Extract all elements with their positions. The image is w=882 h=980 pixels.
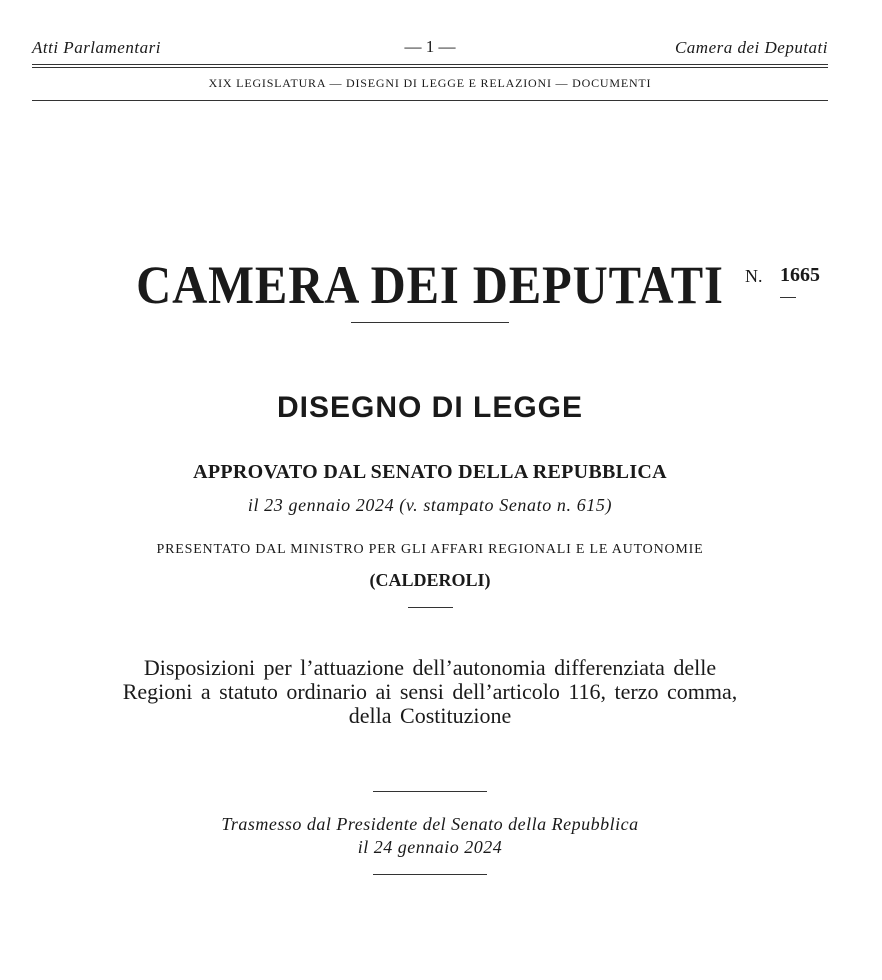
chamber-title: CAMERA DEI DEPUTATI	[136, 255, 724, 315]
divider-upper	[373, 791, 487, 792]
number-label: N.	[745, 266, 763, 286]
header-rule-bottom	[32, 67, 828, 68]
bill-subject-line: Disposizioni per l’attuazione dell’autonomia differenziata delle	[143, 655, 717, 680]
header-right-title: Camera dei Deputati	[674, 38, 828, 57]
chamber-title-underline	[351, 322, 509, 323]
bill-type: DISEGNO DI LEGGE	[276, 391, 584, 424]
bill-subject-line: Regioni a statuto ordinario ai sensi dell’articolo 116, terzo comma,	[122, 679, 738, 704]
minister-name: (CALDEROLI)	[369, 570, 491, 590]
approved-by: APPROVATO DAL SENATO DELLA REPUBBLICA	[193, 461, 667, 483]
divider-short	[408, 607, 453, 608]
header-rule-top	[32, 64, 828, 65]
header-left-title: Atti Parlamentari	[32, 38, 161, 57]
subheader: XIX LEGISLATURA — DISEGNI DI LEGGE E RELAZIONI — DOCUMENTI	[208, 76, 652, 90]
transmission-date: il 24 gennaio 2024	[357, 837, 503, 857]
approved-date: il 23 gennaio 2024 (v. stampato Senato n. 615)	[247, 495, 613, 515]
subheader-rule	[32, 100, 828, 101]
bill-number-underline	[780, 297, 796, 298]
presented-by: PRESENTATO DAL MINISTRO PER GLI AFFARI REGIONALI E LE AUTONOMIE	[156, 542, 704, 557]
bill-subject	[60, 656, 800, 728]
bill-subject-line: della Costituzione	[348, 703, 512, 728]
divider-lower	[373, 874, 487, 875]
bill-number: 1665	[780, 264, 820, 286]
transmission-line: Trasmesso dal Presidente del Senato della Repubblica	[221, 814, 639, 834]
page-number: — 1 —	[404, 37, 456, 56]
transmission-note	[0, 813, 860, 859]
